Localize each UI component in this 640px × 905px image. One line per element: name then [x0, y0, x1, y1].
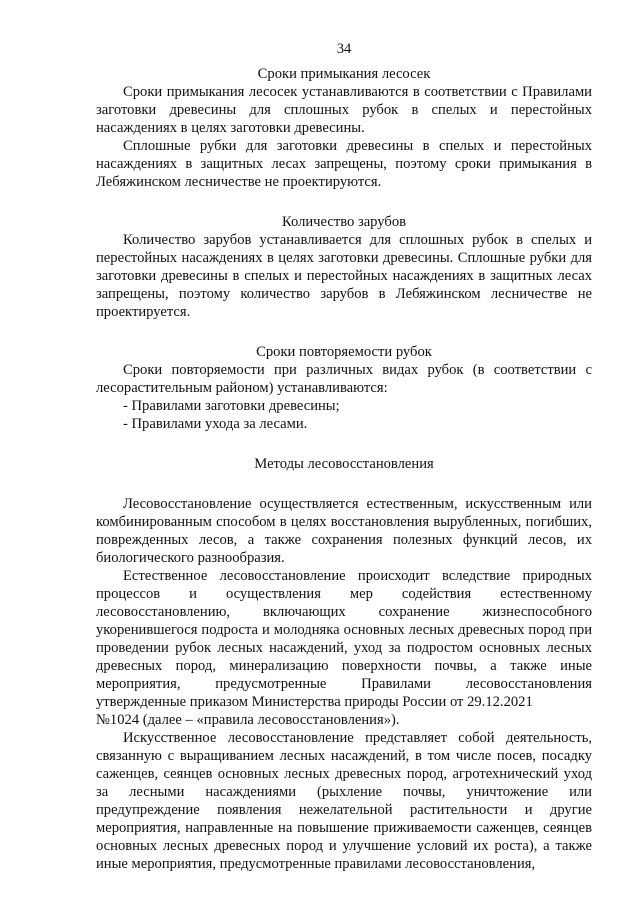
document-page: [96, 40, 592, 873]
paragraph-continuation: №1024 (далее – «правила лесовосстановления»).: [96, 712, 400, 728]
page-number: 34: [336, 41, 352, 57]
rules-list: [96, 397, 592, 433]
section-heading: Сроки примыкания лесосек: [257, 66, 431, 82]
section-heading: Методы лесовосстановления: [254, 456, 434, 472]
section-cuts-count: [96, 213, 592, 321]
list-item: - Правилами заготовки древесины;: [123, 398, 340, 414]
paragraph: Лесовосстановление осуществляется естественным, искусственным или комбинированным способом в целях восстановления вырубленных, погибших, поврежденных лесов, а также сохранения полезных функций лесов, их биологического разнообразия.: [96, 496, 592, 566]
section-adjacency-terms: [96, 65, 592, 191]
paragraph: Сроки повторяемости при различных видах рубок (в соответствии с лесорастительным районом) устанавливаются:: [96, 362, 592, 396]
paragraph: Количество зарубов устанавливается для сплошных рубок в спелых и перестойных насаждениях в целях заготовки древесины. Сплошные рубки для заготовки древесины в спелых и перестойных насаждениях в защитных лесах запрещены, поэтому количество зарубов в Лебяжинском лесничестве не проектируется.: [96, 232, 592, 320]
section-heading: Сроки повторяемости рубок: [256, 344, 432, 360]
paragraph: Сплошные рубки для заготовки древесины в спелых и перестойных насаждениях в защитных лесах запрещены, поэтому сроки примыкания в Лебяжинском лесничестве не проектируются.: [96, 138, 592, 190]
section-reforestation-methods: [96, 455, 592, 873]
paragraph: Естественное лесовосстановление происходит вследствие природных процессов и осуществления мер содействия естественному лесовосстановлению, включающих сохранение жизнеспособного укоренившегося подроста и молодняка основных лесных древесных пород при проведении рубок лесных насаждений, уход за подростом основных лесных древесных пород, минерализацию поверхности почвы, а также иные мероприятия, предусмотренные Правилами лесовосстановления утвержденные приказом Министерства природы России от 29.12.2021: [96, 568, 592, 710]
list-item: - Правилами ухода за лесами.: [123, 416, 308, 432]
paragraph: Сроки примыкания лесосек устанавливаются в соответствии с Правилами заготовки древесины для сплошных рубок в спелых и перестойных насаждениях в целях заготовки древесины.: [96, 84, 592, 136]
section-heading: Количество зарубов: [281, 214, 407, 230]
section-felling-repeat-terms: [96, 343, 592, 433]
paragraph: Искусственное лесовосстановление представляет собой деятельность, связанную с выращиванием лесных насаждений, в том числе посев, посадку саженцев, сеянцев основных лесных древесных пород, агротехнический уход за лесными насаждениями (рыхление почвы, уничтожение или предупреждение появления нежелательной растительности и другие мероприятия, направленные на повышение приживаемости саженцев, сеянцев основных лесных древесных пород и улучшение условий их роста), а также иные мероприятия, предусмотренные правилами лесовосстановления,: [96, 730, 592, 872]
